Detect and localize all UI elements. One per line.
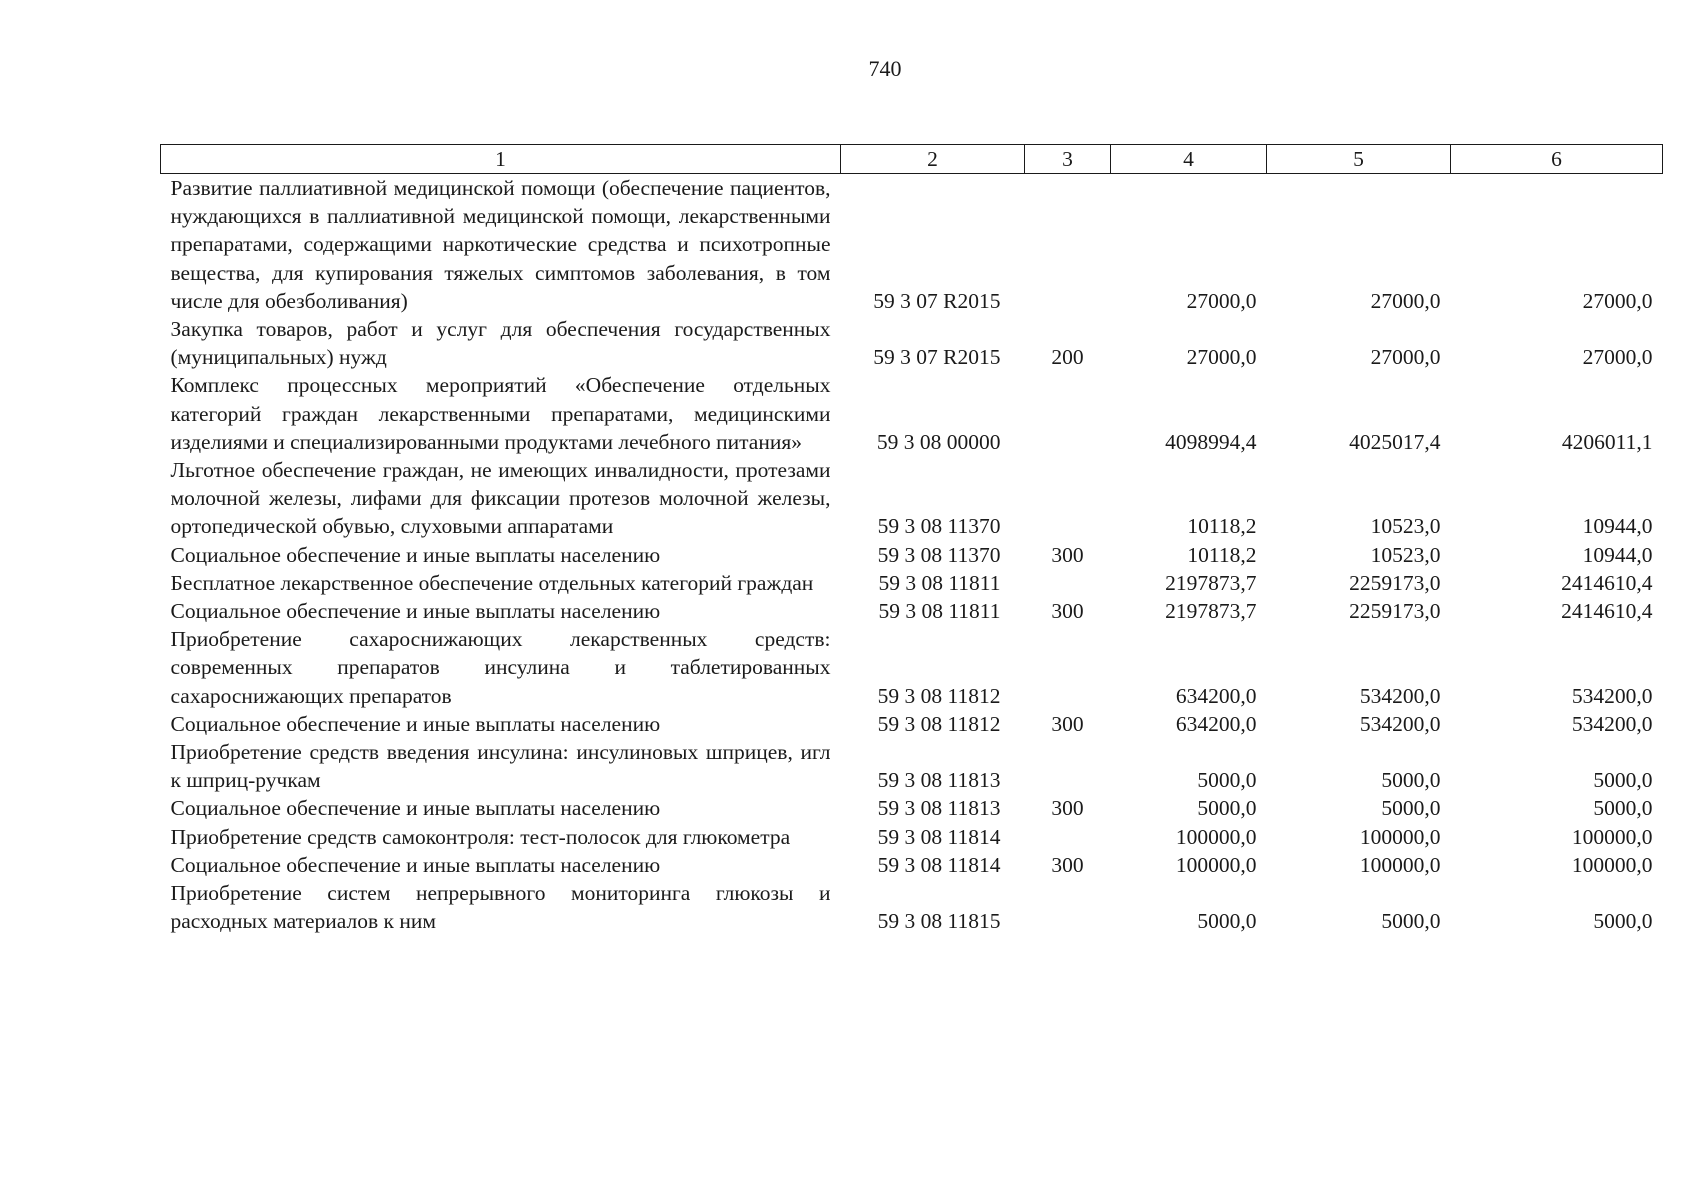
row-name-cell: Социальное обеспечение и иные выплаты населению xyxy=(170,711,661,736)
row-code-cell: 59 3 07 R2015 xyxy=(873,345,1001,370)
row-value-1-cell: 634200,0 xyxy=(1175,683,1257,708)
table-row xyxy=(161,541,1663,569)
row-value-1-cell: 100000,0 xyxy=(1175,852,1257,877)
row-name-cell: Закупка товаров, работ и услуг для обеспечения государственных (муниципальных) нужд xyxy=(170,317,831,370)
header-col-1: 1 xyxy=(161,145,841,174)
row-value-2-cell: 5000,0 xyxy=(1381,768,1441,793)
row-code-cell: 59 3 08 11811 xyxy=(878,599,1001,624)
table-row xyxy=(161,371,1663,456)
table-row xyxy=(161,794,1663,822)
row-name-cell: Социальное обеспечение и иные выплаты населению xyxy=(170,542,661,567)
row-value-3-cell: 5000,0 xyxy=(1593,768,1653,793)
row-code-cell: 59 3 08 11813 xyxy=(877,796,1001,821)
table-body xyxy=(161,174,1663,936)
row-code-cell: 59 3 08 11815 xyxy=(877,909,1001,934)
row-value-1-cell: 27000,0 xyxy=(1186,288,1257,313)
row-value-1-cell: 10118,2 xyxy=(1187,542,1257,567)
row-expense-type-cell xyxy=(1025,879,1111,935)
row-name-cell: Приобретение средств самоконтроля: тест-полосок для глюкометра xyxy=(170,824,791,849)
row-code-cell: 59 3 07 R2015 xyxy=(873,288,1001,313)
table-row xyxy=(161,823,1663,851)
table-row xyxy=(161,569,1663,597)
row-value-3-cell: 534200,0 xyxy=(1571,711,1653,736)
row-code-cell: 59 3 08 11813 xyxy=(877,768,1001,793)
row-code-cell: 59 3 08 11370 xyxy=(877,514,1001,539)
row-value-1-cell: 5000,0 xyxy=(1197,909,1257,934)
row-value-3-cell: 27000,0 xyxy=(1582,288,1653,313)
row-value-1-cell: 634200,0 xyxy=(1175,711,1257,736)
row-expense-type-cell xyxy=(1025,371,1111,456)
budget-table xyxy=(160,144,1663,935)
row-value-3-cell: 534200,0 xyxy=(1571,683,1653,708)
row-value-3-cell: 10944,0 xyxy=(1582,542,1653,567)
row-value-3-cell: 5000,0 xyxy=(1593,909,1653,934)
row-value-1-cell: 2197873,7 xyxy=(1165,599,1257,624)
header-row xyxy=(161,145,1663,174)
row-code-cell: 59 3 08 11814 xyxy=(877,852,1001,877)
row-value-3-cell: 100000,0 xyxy=(1571,852,1653,877)
row-value-2-cell: 5000,0 xyxy=(1381,796,1441,821)
row-value-1-cell: 5000,0 xyxy=(1197,768,1257,793)
row-value-2-cell: 534200,0 xyxy=(1359,683,1441,708)
table-row xyxy=(161,315,1663,371)
header-col-5: 5 xyxy=(1267,145,1451,174)
row-value-2-cell: 27000,0 xyxy=(1370,288,1441,313)
table-row xyxy=(161,738,1663,794)
row-value-2-cell: 534200,0 xyxy=(1359,711,1441,736)
row-value-3-cell: 100000,0 xyxy=(1571,824,1653,849)
page-number: 740 xyxy=(868,56,902,81)
row-value-3-cell: 5000,0 xyxy=(1593,796,1653,821)
row-name-cell: Приобретение сахароснижающих лекарственных средств: современных препаратов инсулина и таблетированных сахароснижающих препаратов xyxy=(170,627,831,708)
header-col-3: 3 xyxy=(1025,145,1111,174)
header-col-4: 4 xyxy=(1111,145,1267,174)
row-expense-type-cell: 200 xyxy=(1051,345,1084,370)
row-value-2-cell: 4025017,4 xyxy=(1349,429,1441,454)
row-expense-type-cell: 300 xyxy=(1051,542,1084,567)
row-value-1-cell: 2197873,7 xyxy=(1165,570,1257,595)
row-code-cell: 59 3 08 11812 xyxy=(877,711,1001,736)
row-name-cell: Комплекс процессных мероприятий «Обеспечение отдельных категорий граждан лекарственными препаратами, медицинскими изделиями и специализированными продуктами лечебного питания» xyxy=(170,373,831,454)
row-value-1-cell: 100000,0 xyxy=(1175,824,1257,849)
row-expense-type-cell xyxy=(1025,174,1111,316)
table-row xyxy=(161,597,1663,625)
row-expense-type-cell: 300 xyxy=(1051,852,1084,877)
header-col-6: 6 xyxy=(1451,145,1663,174)
table-row xyxy=(161,879,1663,935)
row-value-1-cell: 4098994,4 xyxy=(1165,429,1257,454)
row-code-cell: 59 3 08 11811 xyxy=(878,570,1001,595)
row-value-3-cell: 4206011,1 xyxy=(1561,429,1653,454)
row-value-2-cell: 100000,0 xyxy=(1359,852,1441,877)
row-name-cell: Социальное обеспечение и иные выплаты населению xyxy=(170,852,661,877)
row-value-2-cell: 27000,0 xyxy=(1370,345,1441,370)
row-value-2-cell: 10523,0 xyxy=(1370,542,1441,567)
row-value-1-cell: 27000,0 xyxy=(1186,345,1257,370)
row-code-cell: 59 3 08 11814 xyxy=(877,824,1001,849)
row-value-2-cell: 100000,0 xyxy=(1359,824,1441,849)
row-value-2-cell: 10523,0 xyxy=(1370,514,1441,539)
table-row xyxy=(161,456,1663,541)
row-name-cell: Приобретение средств введения инсулина: инсулиновых шприцев, игл к шприц-ручкам xyxy=(170,740,831,793)
row-expense-type-cell: 300 xyxy=(1051,599,1084,624)
row-value-3-cell: 2414610,4 xyxy=(1561,599,1653,624)
row-value-2-cell: 2259173,0 xyxy=(1349,570,1441,595)
row-code-cell: 59 3 08 00000 xyxy=(876,429,1001,454)
row-value-2-cell: 5000,0 xyxy=(1381,909,1441,934)
row-name-cell: Приобретение систем непрерывного мониторинга глюкозы и расходных материалов к ним xyxy=(170,881,831,934)
row-expense-type-cell xyxy=(1025,738,1111,794)
row-name-cell: Льготное обеспечение граждан, не имеющих инвалидности, протезами молочной железы, лифами для фиксации протезов молочной железы, ортопедической обувью, слуховыми аппаратами xyxy=(170,458,831,539)
row-expense-type-cell xyxy=(1025,569,1111,597)
row-value-2-cell: 2259173,0 xyxy=(1349,599,1441,624)
row-code-cell: 59 3 08 11812 xyxy=(877,683,1001,708)
row-expense-type-cell: 300 xyxy=(1051,711,1084,736)
table-row xyxy=(161,851,1663,879)
row-value-1-cell: 10118,2 xyxy=(1187,514,1257,539)
table-row xyxy=(161,174,1663,316)
row-name-cell: Социальное обеспечение и иные выплаты населению xyxy=(170,599,661,624)
row-expense-type-cell: 300 xyxy=(1051,796,1084,821)
row-expense-type-cell xyxy=(1025,625,1111,710)
row-expense-type-cell xyxy=(1025,823,1111,851)
row-name-cell: Развитие паллиативной медицинской помощи (обеспечение пациентов, нуждающихся в паллиативной медицинской помощи, лекарственными препаратами, содержащими наркотические средства и психотропные вещества, для купирования тяжелых симптомов заболевания, в том числе для обезболивания) xyxy=(170,176,831,313)
header-col-2: 2 xyxy=(841,145,1025,174)
row-value-3-cell: 10944,0 xyxy=(1582,514,1653,539)
row-value-3-cell: 2414610,4 xyxy=(1561,570,1653,595)
row-name-cell: Социальное обеспечение и иные выплаты населению xyxy=(170,796,661,821)
row-code-cell: 59 3 08 11370 xyxy=(877,542,1001,567)
table-row xyxy=(161,710,1663,738)
row-value-1-cell: 5000,0 xyxy=(1197,796,1257,821)
row-name-cell: Бесплатное лекарственное обеспечение отдельных категорий граждан xyxy=(170,570,814,595)
row-value-3-cell: 27000,0 xyxy=(1582,345,1653,370)
row-expense-type-cell xyxy=(1025,456,1111,541)
table-row xyxy=(161,625,1663,710)
